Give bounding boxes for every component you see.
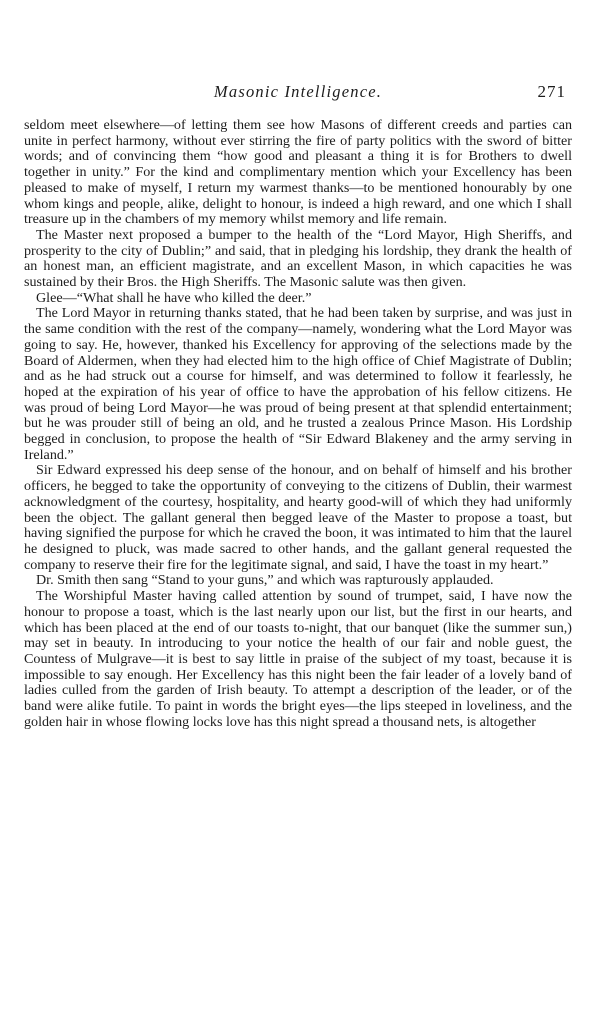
paragraph-countess-toast: The Worshipful Master having called attention by sound of trumpet, said, I have now the honour to propose a toast, which is the last nearly upon our list, but the first in our hearts, and which has been placed at the end of our toasts to-night, that our banquet (like the summer sun,) may set in beauty. In introducing to your notice the health of our fair and noble guest, the Countess of Mulgrave—it is best to say little in praise of the subject of my toast, because it is impossible to say enough. Her Excellency has this night been the fair leader of a lovely band of ladies culled from the garden of Irish beauty. To attempt a description of the leader, or of the band were alike futile. To paint in words the bright eyes—the lips steeped in loveliness, and the golden hair in whose flowing locks love has this night spread a thousand nets, is altogether: [24, 588, 572, 730]
paragraph-sir-edward-reply: Sir Edward expressed his deep sense of the honour, and on behalf of himself and his brother officers, he begged to take the opportunity of conveying to the citizens of Dublin, their warmest acknowledgment of the courtesy, hospitality, and hearty good-will of which they had uniformly been the object. The gallant general then begged leave of the Master to propose a toast, but having signified the purpose for which he craved the boon, it was intimated to him that the laurel he designed to pluck, was made sacred to other hands, and the gallant general requested the company to reserve their fire for the legitimate signal, and said, I have the toast in my heart.”: [24, 462, 572, 573]
paragraph-dr-smith-song: Dr. Smith then sang “Stand to your guns,” and which was rapturously applauded.: [36, 572, 494, 589]
page-number: 271: [537, 82, 566, 101]
body-text: [24, 118, 572, 730]
paragraph-lord-mayor-toast: The Master next proposed a bumper to the health of the “Lord Mayor, High Sheriffs, and prosperity to the city of Dublin;” and said, that in pledging his lordship, they drank the health of an honest man, an efficient magistrate, and an excellent Mason, in which capacities he was sustained by their Bros. the High Sheriffs. The Masonic salute was then given.: [24, 226, 572, 291]
paragraph-glee: Glee—“What shall he have who killed the deer.”: [36, 289, 312, 306]
running-head: [24, 82, 572, 106]
paragraph-continuation: seldom meet elsewhere—of letting them see how Masons of different creeds and parties can unite in perfect harmony, without ever stirring the fire of party politics with the sword of bitter words; and of convincing them “how good and pleasant a thing it is for Brothers to dwell together in unity.” For the kind and complimentary mention which your Excellency has been pleased to make of myself, I return my warmest thanks—to be mentioned honourably by one whom kings and people, alike, delight to honour, is indeed a high reward, and one which I shall treasure up in the chambers of my memory whilst memory and life remain.: [24, 117, 572, 228]
paragraph-lord-mayor-reply: The Lord Mayor in returning thanks stated, that he had been taken by surprise, and was just in the same condition with the rest of the company—namely, wondering what the Lord Mayor was going to say. He, however, thanked his Excellency for approving of the selections made by the Board of Aldermen, when they had elected him to the high office of Chief Magistrate of Dublin; and as he had struck out a course for himself, and was determined to follow it fearlessly, he hoped at the expiration of his year of office to have the approbation of his fellow citizens. He was proud of being Lord Mayor—he was proud of being present at that splendid entertainment; but he was prouder still of being an old, and he trusted a zealous Prince Mason. His Lordship begged in conclusion, to propose the health of “Sir Edward Blakeney and the army serving in Ireland.”: [24, 305, 572, 463]
running-title: Masonic Intelligence.: [213, 82, 383, 101]
